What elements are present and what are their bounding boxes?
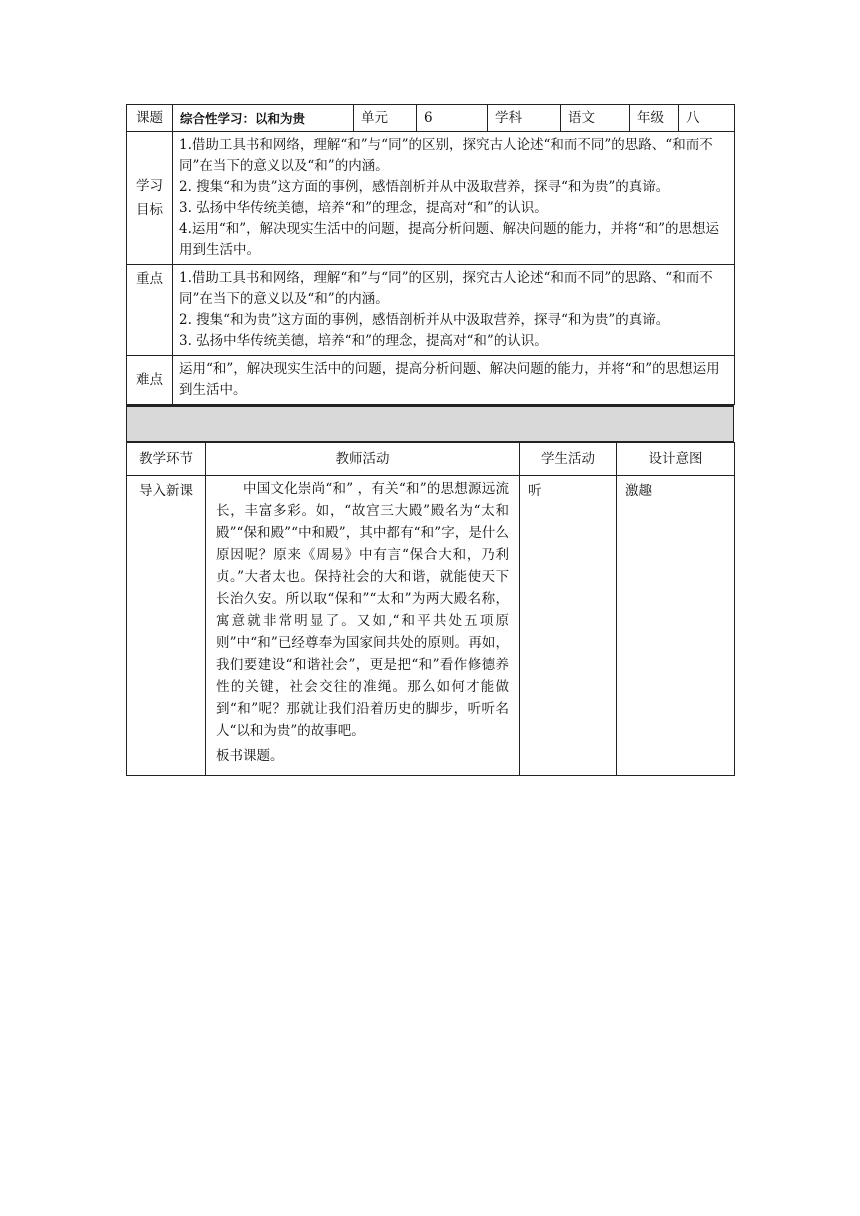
student-activity-cell: 听 [520, 476, 617, 776]
grade-value: 八 [679, 105, 735, 132]
teacher-activity-text: 中国文化崇尚“和” ，有关“和”的思想源远流长，丰富多彩。如，“故宫三大殿”殿名为“太和殿”“保和殿”“中和殿”，其中都有“和”字，是什么原因呢？原来《周易》中有言“保合大和，乃利贞。”大者太也。保持社会的大和谐，就能使天下长治久安。所以取“保和”“太和”为两大殿名称，寓意就非常明显了。又如,“和平共处五项原则”中“和”已经尊奉为国家间共处的原则。再如，我们要建设“和谐社会”，更是把“和”看作修德养性的关键，社会交往的准绳。那么如何才能做到“和”呢？那就让我们沿着历史的脚步，听听名人“以和为贵”的故事吧。 [216, 481, 509, 739]
subject-label: 学科 [488, 105, 561, 132]
header-stage: 教学环节 [127, 443, 206, 476]
goals-content [173, 132, 735, 265]
goal-item: 3. 弘扬中华传统美德，培养“和”的理念，提高对“和”的认识。 [179, 200, 548, 216]
goals-label [127, 132, 173, 265]
header-design-intent: 设计意图 [617, 443, 735, 476]
difficult-points-content [173, 356, 735, 405]
unit-value: 6 [417, 105, 488, 132]
key-point-item: 3. 弘扬中华传统美德，培养“和”的理念，提高对“和”的认识。 [179, 333, 548, 349]
key-point-item: 2. 搜集“和为贵”这方面的事例，感悟剖析并从中汲取营养，探寻“和为贵”的真谛。 [179, 312, 670, 328]
goal-item: 2. 搜集“和为贵”这方面的事例，感悟剖析并从中汲取营养，探寻“和为贵”的真谛。 [179, 179, 670, 195]
goal-item: 4.运用“和”，解决现实生活中的问题，提高分析问题、解决问题的能力，并将“和”的思想运用到生活中。 [179, 221, 719, 258]
table-row [127, 476, 735, 776]
difficult-point-text: 运用“和”，解决现实生活中的问题，提高分析问题、解决问题的能力，并将“和”的思想运用到生活中。 [179, 361, 720, 398]
teacher-activity-extra: 板书课题。 [216, 748, 284, 764]
goal-item: 1.借助工具书和网络，理解“和”与“同”的区别，探究古人论述“和而不同”的思路、“和而不同”在当下的意义以及“和”的内涵。 [179, 137, 713, 174]
goals-label-line2: 目标 [136, 202, 163, 218]
lesson-plan [126, 104, 734, 776]
unit-label: 单元 [354, 105, 417, 132]
header-teacher-activity: 教师活动 [206, 443, 520, 476]
stage-cell: 导入新课 [127, 476, 206, 776]
key-points-content [173, 265, 735, 356]
grade-label: 年级 [630, 105, 679, 132]
design-intent-cell: 激趣 [617, 476, 735, 776]
key-points-label: 重点 [127, 265, 173, 356]
header-student-activity: 学生活动 [520, 443, 617, 476]
topic-label: 课题 [127, 105, 173, 132]
teacher-activity-cell [206, 476, 520, 776]
goals-label-line1: 学习 [136, 178, 163, 194]
subject-value: 语文 [561, 105, 630, 132]
key-point-item: 1.借助工具书和网络，理解“和”与“同”的区别，探究古人论述“和而不同”的思路、“和而不同”在当下的意义以及“和”的内涵。 [179, 270, 713, 307]
section-divider-bar [126, 405, 734, 442]
teaching-process-table [126, 442, 735, 776]
topic-value: 综合性学习：以和为贵 [173, 105, 354, 132]
lesson-info-table [126, 104, 735, 405]
difficult-points-label: 难点 [127, 356, 173, 405]
